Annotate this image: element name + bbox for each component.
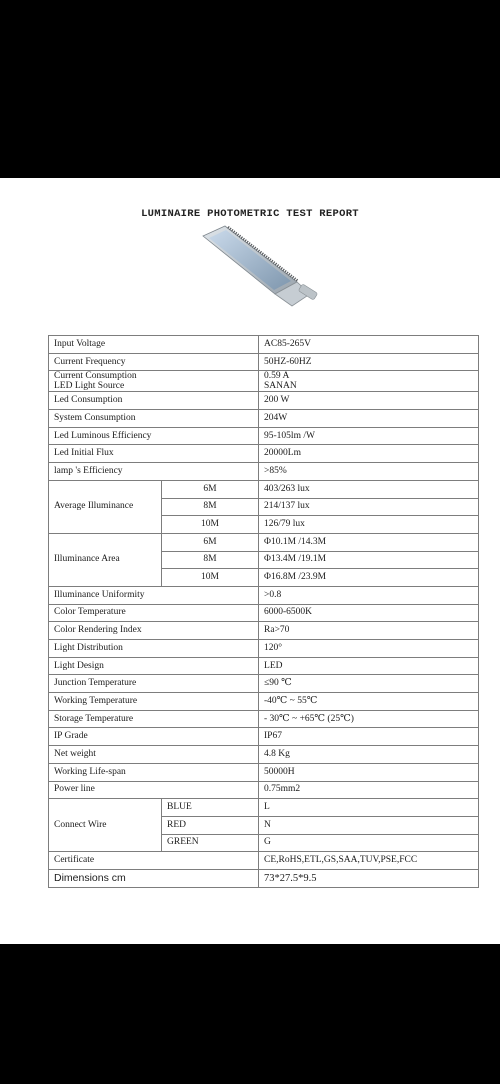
spec-row-working-temperature bbox=[49, 693, 479, 711]
spec-row-lamp-efficiency bbox=[49, 463, 479, 481]
spec-value: Ra>70 bbox=[259, 622, 479, 640]
spec-row-illuminance-uniformity bbox=[49, 586, 479, 604]
spec-row-light-distribution bbox=[49, 640, 479, 658]
spec-label: LED Light Source bbox=[54, 381, 125, 392]
wire-color: RED bbox=[162, 816, 259, 834]
mounting-height: 8M bbox=[162, 498, 259, 516]
spec-label: Light Distribution bbox=[49, 640, 259, 658]
spec-label: Current Consumption bbox=[54, 371, 137, 382]
spec-row-current-consumption bbox=[49, 371, 479, 392]
spec-row-certificate bbox=[49, 852, 479, 870]
spec-label: Power line bbox=[49, 781, 259, 799]
spec-value: IP67 bbox=[259, 728, 479, 746]
spec-label: Dimensions cm bbox=[49, 869, 259, 887]
spec-value: 6000-6500K bbox=[259, 604, 479, 622]
spec-value: 4.8 Kg bbox=[259, 746, 479, 764]
spec-value: Φ16.8M /23.9M bbox=[259, 569, 479, 587]
spec-row-junction-temperature bbox=[49, 675, 479, 693]
spec-value: 0.75mm2 bbox=[259, 781, 479, 799]
spec-row-storage-temperature bbox=[49, 710, 479, 728]
spec-label: Color Rendering Index bbox=[49, 622, 259, 640]
spec-label: Storage Temperature bbox=[49, 710, 259, 728]
spec-label: lamp 's Efficiency bbox=[49, 463, 259, 481]
mounting-height: 8M bbox=[162, 551, 259, 569]
spec-row-initial-flux bbox=[49, 445, 479, 463]
spec-group-label: Average Illuminance bbox=[49, 480, 162, 533]
spec-value: 50000H bbox=[259, 763, 479, 781]
spec-value: 20000Lm bbox=[259, 445, 479, 463]
spec-row-light-design bbox=[49, 657, 479, 675]
spec-row-dimensions bbox=[49, 869, 479, 887]
mounting-height: 10M bbox=[162, 516, 259, 534]
spec-row-illuminance-area bbox=[49, 533, 479, 551]
spec-value: ≤90 ℃ bbox=[259, 675, 479, 693]
spec-label: System Consumption bbox=[49, 410, 259, 428]
led-street-light-icon bbox=[195, 224, 320, 309]
spec-group-label: Connect Wire bbox=[49, 799, 162, 852]
wire-color: BLUE bbox=[162, 799, 259, 817]
report-title: LUMINAIRE PHOTOMETRIC TEST REPORT bbox=[141, 208, 359, 220]
mounting-height: 6M bbox=[162, 533, 259, 551]
spec-label: Light Design bbox=[49, 657, 259, 675]
spec-value: N bbox=[259, 816, 479, 834]
spec-value: -40℃ ~ 55℃ bbox=[259, 693, 479, 711]
spec-row-average-illuminance bbox=[49, 480, 479, 498]
spec-value: SANAN bbox=[264, 381, 297, 392]
spec-label: Input Voltage bbox=[49, 336, 259, 354]
spec-group-label: Illuminance Area bbox=[49, 533, 162, 586]
spec-label: Working Temperature bbox=[49, 693, 259, 711]
spec-value: >0.8 bbox=[259, 586, 479, 604]
spec-value: - 30℃ ~ +65℃ (25℃) bbox=[259, 710, 479, 728]
spec-label: Working Life-span bbox=[49, 763, 259, 781]
spec-label-pair bbox=[49, 371, 259, 392]
spec-row-net-weight bbox=[49, 746, 479, 764]
spec-value: AC85-265V bbox=[259, 336, 479, 354]
spec-row-connect-wire bbox=[49, 799, 479, 817]
spec-row-color-rendering-index bbox=[49, 622, 479, 640]
spec-row-led-consumption bbox=[49, 392, 479, 410]
spec-label: Illuminance Uniformity bbox=[49, 586, 259, 604]
spec-row-ip-grade bbox=[49, 728, 479, 746]
spec-value: CE,RoHS,ETL,GS,SAA,TUV,PSE,FCC bbox=[259, 852, 479, 870]
spec-value: 73*27.5*9.5 bbox=[259, 869, 479, 887]
spec-value: 403/263 lux bbox=[259, 480, 479, 498]
spec-label: Led Initial Flux bbox=[49, 445, 259, 463]
spec-label: Led Luminous Efficiency bbox=[49, 427, 259, 445]
spec-value: 204W bbox=[259, 410, 479, 428]
spec-row-luminous-efficiency bbox=[49, 427, 479, 445]
spec-value: 120° bbox=[259, 640, 479, 658]
spec-row-working-life-span bbox=[49, 763, 479, 781]
spec-value: L bbox=[259, 799, 479, 817]
spec-label: Current Frequency bbox=[49, 353, 259, 371]
spec-row-color-temperature bbox=[49, 604, 479, 622]
spec-row-input-voltage bbox=[49, 336, 479, 354]
spec-value: Φ10.1M /14.3M bbox=[259, 533, 479, 551]
spec-value: 126/79 lux bbox=[259, 516, 479, 534]
spec-row-current-frequency bbox=[49, 353, 479, 371]
report-page bbox=[0, 178, 500, 944]
mounting-height: 6M bbox=[162, 480, 259, 498]
spec-value: Φ13.4M /19.1M bbox=[259, 551, 479, 569]
spec-value: 200 W bbox=[259, 392, 479, 410]
spec-label: Junction Temperature bbox=[49, 675, 259, 693]
spec-value: >85% bbox=[259, 463, 479, 481]
spec-value: 50HZ-60HZ bbox=[259, 353, 479, 371]
spec-value: LED bbox=[259, 657, 479, 675]
spec-table bbox=[48, 335, 479, 888]
wire-color: GREEN bbox=[162, 834, 259, 852]
spec-label: Net weight bbox=[49, 746, 259, 764]
spec-row-system-consumption bbox=[49, 410, 479, 428]
spec-value: G bbox=[259, 834, 479, 852]
spec-label: Certificate bbox=[49, 852, 259, 870]
spec-row-power-line bbox=[49, 781, 479, 799]
spec-value: 214/137 lux bbox=[259, 498, 479, 516]
spec-value-pair bbox=[259, 371, 479, 392]
spec-label: Color Temperature bbox=[49, 604, 259, 622]
mounting-height: 10M bbox=[162, 569, 259, 587]
spec-value: 0.59 A bbox=[264, 371, 290, 382]
spec-label: IP Grade bbox=[49, 728, 259, 746]
spec-label: Led Consumption bbox=[49, 392, 259, 410]
spec-value: 95-105lm /W bbox=[259, 427, 479, 445]
